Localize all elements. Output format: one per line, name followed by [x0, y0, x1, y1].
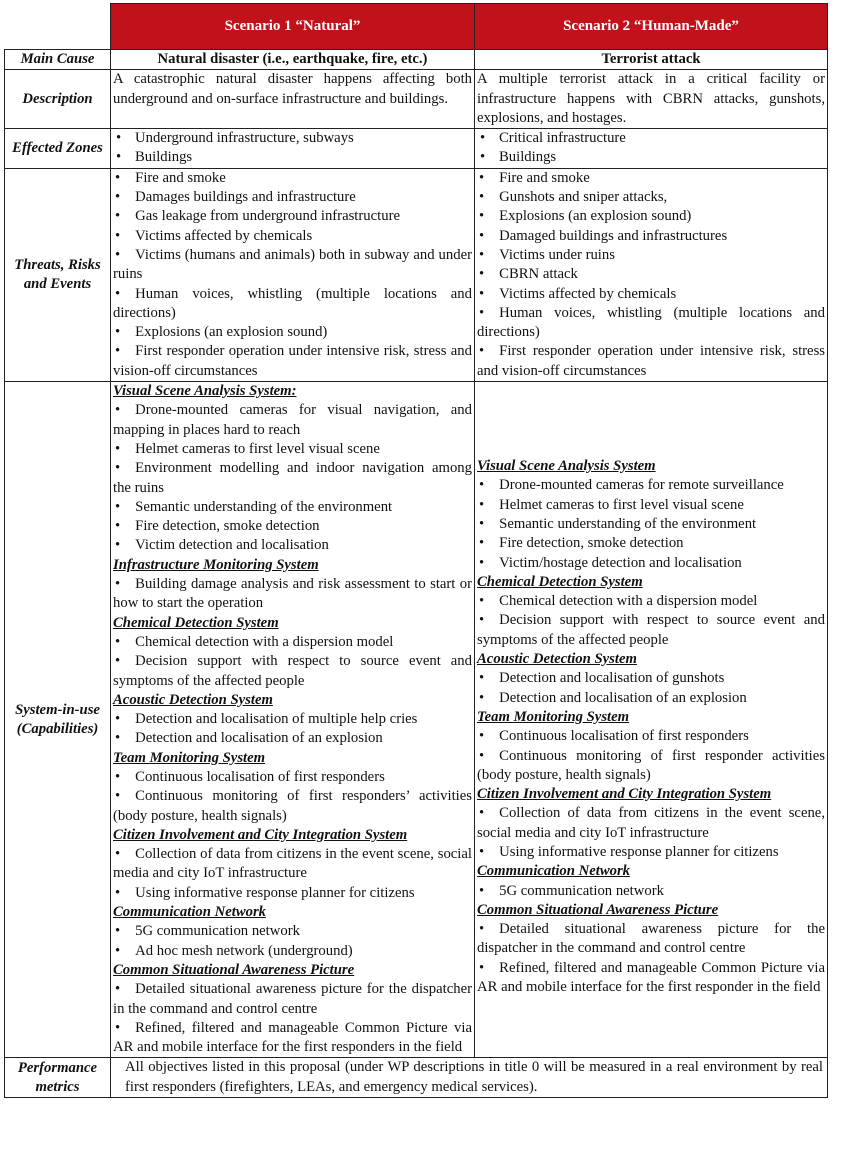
- bullet-icon: •: [479, 670, 485, 687]
- bullet-icon: •: [479, 805, 485, 822]
- bullet-item: [113, 710, 472, 729]
- bullet-icon: •: [479, 246, 485, 263]
- bullet-item: [477, 169, 825, 188]
- bullet-icon: •: [480, 130, 486, 147]
- bullet-text: Using informative response planner for citizens: [499, 843, 779, 860]
- description-s2: A multiple terrorist attack in a critical facility or infrastructure happens with CBRN attacks, gunshots, explosions, and hostages.: [475, 70, 828, 129]
- system-section-title: Common Situational Awareness Picture: [113, 961, 355, 978]
- bullet-text: Collection of data from citizens in the event scene, social media and city IoT infrastructure: [113, 846, 472, 882]
- bullet-icon: •: [115, 498, 121, 515]
- threats-row: [5, 168, 828, 381]
- bullet-icon: •: [479, 921, 485, 938]
- bullet-text: Building damage analysis and risk assessment to start or how to start the operation: [113, 576, 472, 612]
- bullet-item: [113, 845, 472, 884]
- bullet-item: [113, 459, 472, 498]
- bullet-item: [477, 959, 825, 998]
- bullet-text: Victims affected by chemicals: [135, 227, 313, 244]
- bullet-item: [113, 246, 472, 285]
- system-s2: [475, 382, 828, 1058]
- bullet-icon: •: [115, 730, 121, 747]
- bullet-icon: •: [115, 633, 121, 650]
- bullet-icon: •: [115, 402, 121, 419]
- bullet-item: [477, 148, 825, 167]
- system-section-title: Chemical Detection System: [113, 614, 279, 631]
- scenario1-header: Scenario 1 “Natural”: [111, 4, 475, 50]
- bullet-item: [477, 342, 825, 381]
- bullet-icon: •: [479, 266, 485, 283]
- bullet-icon: •: [479, 554, 485, 571]
- bullet-icon: •: [479, 343, 485, 360]
- bullet-text: Environment modelling and indoor navigation among the ruins: [113, 460, 472, 496]
- bullet-item: [113, 440, 472, 459]
- threats-label: Threats, Risks and Events: [5, 168, 111, 381]
- bullet-text: Human voices, whistling (multiple locations and directions): [477, 304, 825, 341]
- bullet-item: [477, 304, 825, 343]
- bullet-text: Drone-mounted cameras for visual navigation, and mapping in places hard to reach: [113, 402, 472, 438]
- bullet-text: 5G communication network: [135, 923, 300, 940]
- bullet-text: Continuous monitoring of first responders’ activities (body posture, health signals): [113, 788, 472, 824]
- bullet-text: Semantic understanding of the environment: [499, 515, 757, 532]
- bullet-text: Damaged buildings and infrastructures: [499, 227, 728, 244]
- bullet-text: Detection and localisation of multiple help cries: [135, 711, 418, 728]
- threats-s2: [475, 168, 828, 381]
- bullet-text: Refined, filtered and manageable Common Picture via AR and mobile interface for the first responder in the field: [477, 959, 825, 996]
- description-row: [5, 70, 828, 129]
- bullet-icon: •: [115, 981, 121, 998]
- bullet-item: [477, 188, 825, 207]
- bullet-item: [477, 669, 825, 688]
- bullet-item: [113, 323, 472, 342]
- bullet-icon: •: [479, 496, 485, 513]
- bullet-item: [477, 747, 825, 786]
- bullet-icon: •: [115, 460, 121, 477]
- corner-cell: [5, 4, 111, 50]
- zones-row: [5, 129, 828, 169]
- bullet-item: [113, 729, 472, 748]
- bullet-item: [477, 227, 825, 246]
- bullet-icon: •: [115, 246, 121, 263]
- bullet-text: First responder operation under intensive risk, stress and vision-off circumstances: [113, 343, 472, 379]
- bullet-icon: •: [115, 1019, 121, 1036]
- bullet-icon: •: [479, 728, 485, 745]
- bullet-icon: •: [479, 285, 485, 302]
- system-s1: [111, 382, 475, 1058]
- bullet-item: [113, 536, 472, 555]
- bullet-item: [113, 922, 472, 941]
- bullet-text: Continuous localisation of first responders: [135, 768, 385, 785]
- bullet-item: [113, 884, 472, 903]
- system-section-title: Acoustic Detection System: [113, 691, 273, 708]
- bullet-icon: •: [479, 304, 485, 321]
- system-section-title: Communication Network: [113, 904, 267, 921]
- description-label: Description: [5, 70, 111, 129]
- header-row: [5, 4, 828, 50]
- system-section-title: Communication Network: [477, 863, 631, 880]
- bullet-text: Explosions (an explosion sound): [135, 324, 328, 341]
- threats-s1: [111, 168, 475, 381]
- bullet-icon: •: [115, 711, 121, 728]
- bullet-text: Buildings: [499, 149, 557, 166]
- bullet-icon: •: [479, 208, 485, 225]
- main-cause-label: Main Cause: [5, 50, 111, 70]
- performance-text: All objectives listed in this proposal (under WP descriptions in title 0 will be measured in a real environment by real first responders (firefighters, LEAs, and emergency medical services).: [111, 1058, 828, 1098]
- system-row: [5, 382, 828, 1058]
- bullet-text: Decision support with respect to source event and symptoms of the affected people: [113, 653, 472, 689]
- bullet-item: [113, 787, 472, 826]
- bullet-text: Critical infrastructure: [499, 130, 626, 147]
- bullet-icon: •: [479, 843, 485, 860]
- system-section-title: Team Monitoring System: [113, 749, 266, 766]
- bullet-icon: •: [115, 788, 121, 805]
- bullet-icon: •: [479, 959, 485, 976]
- bullet-icon: •: [479, 882, 485, 899]
- main-cause-s2: Terrorist attack: [475, 50, 828, 70]
- bullet-text: First responder operation under intensive risk, stress and vision-off circumstances: [477, 343, 825, 379]
- bullet-item: [113, 980, 472, 1019]
- bullet-item: [477, 727, 825, 746]
- scenario-table: [4, 3, 828, 1098]
- bullet-icon: •: [479, 747, 485, 764]
- bullet-item: [113, 498, 472, 517]
- bullet-item: [113, 575, 472, 614]
- system-section-title: Citizen Involvement and City Integration System: [113, 826, 408, 843]
- bullet-item: [477, 207, 825, 226]
- bullet-icon: •: [115, 169, 121, 186]
- bullet-item: [113, 188, 472, 207]
- bullet-text: Human voices, whistling (multiple locations and directions): [113, 285, 472, 321]
- bullet-icon: •: [115, 923, 121, 940]
- bullet-item: [477, 515, 825, 534]
- bullet-text: Victim detection and localisation: [135, 537, 329, 554]
- bullet-item: [113, 342, 472, 381]
- bullet-text: Refined, filtered and manageable Common Picture via AR and mobile interface for the first responders in the field: [113, 1019, 472, 1056]
- bullet-item: [113, 517, 472, 536]
- bullet-text: Continuous monitoring of first responder activities (body posture, health signals): [477, 747, 825, 783]
- bullet-text: Victim/hostage detection and localisation: [499, 554, 742, 571]
- bullet-icon: •: [116, 130, 122, 147]
- bullet-item: [477, 882, 825, 901]
- bullet-text: CBRN attack: [499, 266, 578, 283]
- bullet-text: Gunshots and sniper attacks,: [499, 189, 668, 206]
- bullet-item: [113, 768, 472, 787]
- bullet-text: Victims under ruins: [499, 246, 615, 263]
- bullet-icon: •: [115, 846, 121, 863]
- system-section-title: Visual Scene Analysis System: [477, 458, 656, 475]
- bullet-icon: •: [115, 653, 121, 670]
- bullet-item: [113, 285, 472, 324]
- bullet-text: Detailed situational awareness picture for the dispatcher in the command and control centre: [477, 921, 825, 957]
- bullet-text: Ad hoc mesh network (underground): [135, 942, 353, 959]
- bullet-item: [113, 633, 472, 652]
- bullet-item: [477, 611, 825, 650]
- bullet-item: [477, 246, 825, 265]
- bullet-text: Victims affected by chemicals: [499, 285, 677, 302]
- bullet-item: [477, 534, 825, 553]
- bullet-item: [113, 207, 472, 226]
- spacer: [477, 382, 825, 457]
- system-section-title: Visual Scene Analysis System:: [113, 383, 297, 400]
- bullet-icon: •: [479, 689, 485, 706]
- system-section-title: Citizen Involvement and City Integration System: [477, 786, 772, 803]
- bullet-text: Drone-mounted cameras for remote surveillance: [499, 477, 784, 494]
- system-section-title: Team Monitoring System: [477, 708, 630, 725]
- performance-label: Performance metrics: [5, 1058, 111, 1098]
- bullet-icon: •: [116, 149, 122, 166]
- bullet-text: Continuous localisation of first responders: [499, 728, 749, 745]
- bullet-item: [477, 285, 825, 304]
- bullet-text: Detection and localisation of an explosion: [135, 730, 383, 747]
- bullet-item: [477, 496, 825, 515]
- bullet-text: Fire detection, smoke detection: [499, 535, 684, 552]
- bullet-icon: •: [115, 884, 121, 901]
- bullet-item: [477, 689, 825, 708]
- bullet-text: Decision support with respect to source event and symptoms of the affected people: [477, 612, 825, 648]
- bullet-text: Fire and smoke: [499, 169, 590, 186]
- bullet-item: [477, 554, 825, 573]
- bullet-text: 5G communication network: [499, 882, 664, 899]
- bullet-item: [477, 843, 825, 862]
- bullet-text: Helmet cameras to first level visual scene: [499, 496, 744, 513]
- bullet-icon: •: [479, 515, 485, 532]
- bullet-item: [477, 476, 825, 495]
- bullet-item: [113, 227, 472, 246]
- system-label: System-in-use (Capabilities): [5, 382, 111, 1058]
- bullet-item: [477, 920, 825, 959]
- bullet-text: Detection and localisation of an explosion: [499, 689, 747, 706]
- bullet-icon: •: [479, 189, 485, 206]
- bullet-text: Detection and localisation of gunshots: [499, 670, 725, 687]
- bullet-icon: •: [479, 535, 485, 552]
- system-section-title: Infrastructure Monitoring System: [113, 556, 319, 573]
- bullet-item: [477, 592, 825, 611]
- bullet-icon: •: [115, 440, 121, 457]
- bullet-item: [113, 148, 472, 167]
- bullet-text: Damages buildings and infrastructure: [135, 189, 356, 206]
- bullet-icon: •: [115, 227, 121, 244]
- main-cause-row: [5, 50, 828, 70]
- description-s1: A catastrophic natural disaster happens affecting both underground and on-surface infrastructure and buildings.: [111, 70, 475, 129]
- bullet-text: Fire and smoke: [135, 169, 226, 186]
- bullet-icon: •: [115, 537, 121, 554]
- bullet-icon: •: [115, 768, 121, 785]
- bullet-item: [113, 942, 472, 961]
- bullet-icon: •: [115, 285, 121, 302]
- performance-row: [5, 1058, 828, 1098]
- bullet-text: Explosions (an explosion sound): [499, 208, 692, 225]
- bullet-item: [477, 265, 825, 284]
- bullet-item: [477, 129, 825, 148]
- bullet-item: [477, 804, 825, 843]
- bullet-icon: •: [479, 477, 485, 494]
- bullet-icon: •: [115, 343, 121, 360]
- zones-s2: [475, 129, 828, 169]
- system-section-title: Chemical Detection System: [477, 573, 643, 590]
- system-section-title: Acoustic Detection System: [477, 651, 637, 668]
- bullet-text: Chemical detection with a dispersion model: [499, 593, 758, 610]
- bullet-icon: •: [115, 208, 121, 225]
- main-cause-s1: Natural disaster (i.e., earthquake, fire, etc.): [111, 50, 475, 70]
- bullet-icon: •: [479, 227, 485, 244]
- zones-label: Effected Zones: [5, 129, 111, 169]
- bullet-icon: •: [480, 149, 486, 166]
- bullet-icon: •: [115, 324, 121, 341]
- bullet-icon: •: [115, 576, 121, 593]
- bullet-icon: •: [479, 612, 485, 629]
- bullet-item: [113, 401, 472, 440]
- bullet-icon: •: [479, 169, 485, 186]
- bullet-text: Buildings: [135, 149, 193, 166]
- bullet-text: Gas leakage from underground infrastructure: [135, 208, 400, 225]
- bullet-icon: •: [115, 189, 121, 206]
- bullet-item: [113, 1019, 472, 1058]
- bullet-text: Underground infrastructure, subways: [135, 130, 354, 147]
- bullet-text: Collection of data from citizens in the event scene, social media and city IoT infrastructure: [477, 805, 825, 841]
- bullet-item: [113, 652, 472, 691]
- bullet-item: [113, 129, 472, 148]
- zones-s1: [111, 129, 475, 169]
- bullet-text: Semantic understanding of the environment: [135, 498, 393, 515]
- bullet-item: [113, 169, 472, 188]
- bullet-icon: •: [479, 593, 485, 610]
- bullet-text: Fire detection, smoke detection: [135, 518, 320, 535]
- bullet-text: Helmet cameras to first level visual scene: [135, 440, 380, 457]
- bullet-text: Using informative response planner for citizens: [135, 884, 415, 901]
- bullet-text: Detailed situational awareness picture for the dispatcher in the command and control centre: [113, 981, 472, 1017]
- bullet-text: Victims (humans and animals) both in subway and under ruins: [113, 246, 472, 283]
- bullet-icon: •: [115, 942, 121, 959]
- bullet-icon: •: [115, 518, 121, 535]
- scenario2-header: Scenario 2 “Human-Made”: [475, 4, 828, 50]
- bullet-text: Chemical detection with a dispersion model: [135, 633, 394, 650]
- system-section-title: Common Situational Awareness Picture: [477, 901, 719, 918]
